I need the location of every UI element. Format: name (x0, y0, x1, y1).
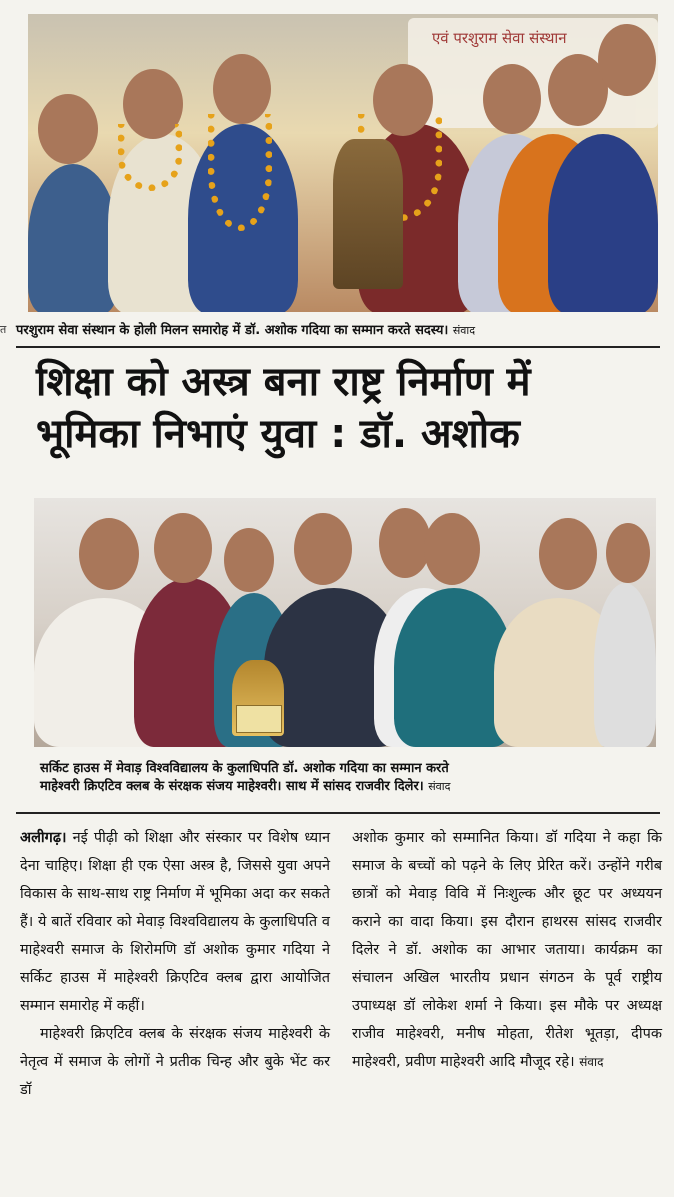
section-divider (16, 812, 660, 814)
person-head (154, 513, 212, 583)
headline-line-2: भूमिका निभाएं युवा : डॉ. अशोक (36, 411, 520, 457)
photo2-caption-line-2 (40, 778, 450, 796)
photo1-caption (16, 322, 475, 340)
photo1-credit: संवाद (452, 324, 476, 337)
article-paragraph-3 (352, 824, 662, 1076)
article-column-1 (20, 824, 330, 1104)
cropped-margin-mark: त (0, 323, 7, 336)
photo2-credit: संवाद (428, 780, 451, 793)
person-head (224, 528, 274, 592)
article-paragraph-3-text: अशोक कुमार को सम्मानित किया। डॉ गदिया ने कहा कि समाज के बच्चों को पढ़ने के लिए प्रेरित करें। उन्होंने गरीब छात्रों को मेवाड़ विवि में निःशुल्क और छूट पर अध्ययन कराने का वादा किया। इस दौरान हाथरस सांसद राजवीर दिलेर ने डॉ. अशोक का आभार जताया। कार्यक्रम का संचालन अखिल भारतीय प्रधान संगठन के पूर्व राष्ट्रीय उपाध्यक्ष डॉ लोकेश शर्मा ने किया। इस मौके पर अध्यक्ष राजीव माहेश्वरी, मनीष मोहता, रीतेश भूतड़ा, दीपक माहेश्वरी, प्रवीण माहेश्वरी आदि मौजूद रहे। (352, 830, 662, 1070)
person-head (424, 513, 480, 585)
holi-milan-photo (28, 14, 658, 312)
person-head (79, 518, 139, 590)
banner-text: एवं परशुराम सेवा संस्थान (432, 29, 567, 47)
person-figure (28, 164, 118, 312)
article-column-2 (352, 824, 662, 1076)
section-divider (16, 346, 660, 348)
photo2-caption-line-1: सर्किट हाउस में मेवाड़ विश्वविद्यालय के कुलाधिपति डॉ. अशोक गदिया का सम्मान करते (40, 761, 449, 776)
article-paragraph-2: माहेश्वरी क्रिएटिव क्लब के संरक्षक संजय माहेश्वरी के नेतृत्व में समाज के लोगों ने प्रतीक चिन्ह और बुके भेंट कर डॉ (20, 1026, 330, 1098)
article-credit: संवाद (579, 1055, 604, 1069)
photo2-caption (40, 760, 450, 796)
person-figure (548, 134, 658, 312)
photo2-caption-line-2-text: माहेश्वरी क्रिएटिव क्लब के संरक्षक संजय माहेश्वरी। साथ में सांसद राजवीर दिलेर। (40, 779, 424, 794)
person-head (294, 513, 352, 585)
person-head (38, 94, 98, 164)
article-paragraph-1-text: नई पीढ़ी को शिक्षा और संस्कार पर विशेष ध्यान देना चाहिए। शिक्षा ही एक ऐसा अस्त्र है, जिससे युवा अपने विकास के साथ-साथ राष्ट्र निर्माण में भूमिका अदा कर सकते हैं। ये बातें रविवार को मेवाड़ विश्वविद्यालय के कुलाधिपति व माहेश्वरी समाज के शिरोमणि डॉ अशोक कुमार गदिया ने सर्किट हाउस में माहेश्वरी क्रिएटिव क्लब द्वारा आयोजित सम्मान समारोह में कहीं। (20, 830, 330, 1014)
person-head (379, 508, 431, 578)
flower-garland (208, 114, 272, 231)
dateline: अलीगढ़। (20, 830, 67, 846)
photo1-caption-text: परशुराम सेवा संस्थान के होली मिलन समारोह में डॉ. अशोक गदिया का सम्मान करते सदस्य। (16, 323, 449, 338)
person-figure (594, 583, 656, 747)
headline (36, 356, 656, 460)
circuit-house-photo (34, 498, 656, 747)
person-head (606, 523, 650, 583)
person-head (598, 24, 656, 96)
article-paragraph-1 (20, 824, 330, 1020)
person-head (483, 64, 541, 134)
trophy-plaque (236, 705, 282, 733)
person-head (539, 518, 597, 590)
parshuram-statue-memento (333, 139, 403, 289)
flower-garland (118, 124, 182, 191)
headline-line-1: शिक्षा को अस्त्र बना राष्ट्र निर्माण में (36, 359, 531, 405)
